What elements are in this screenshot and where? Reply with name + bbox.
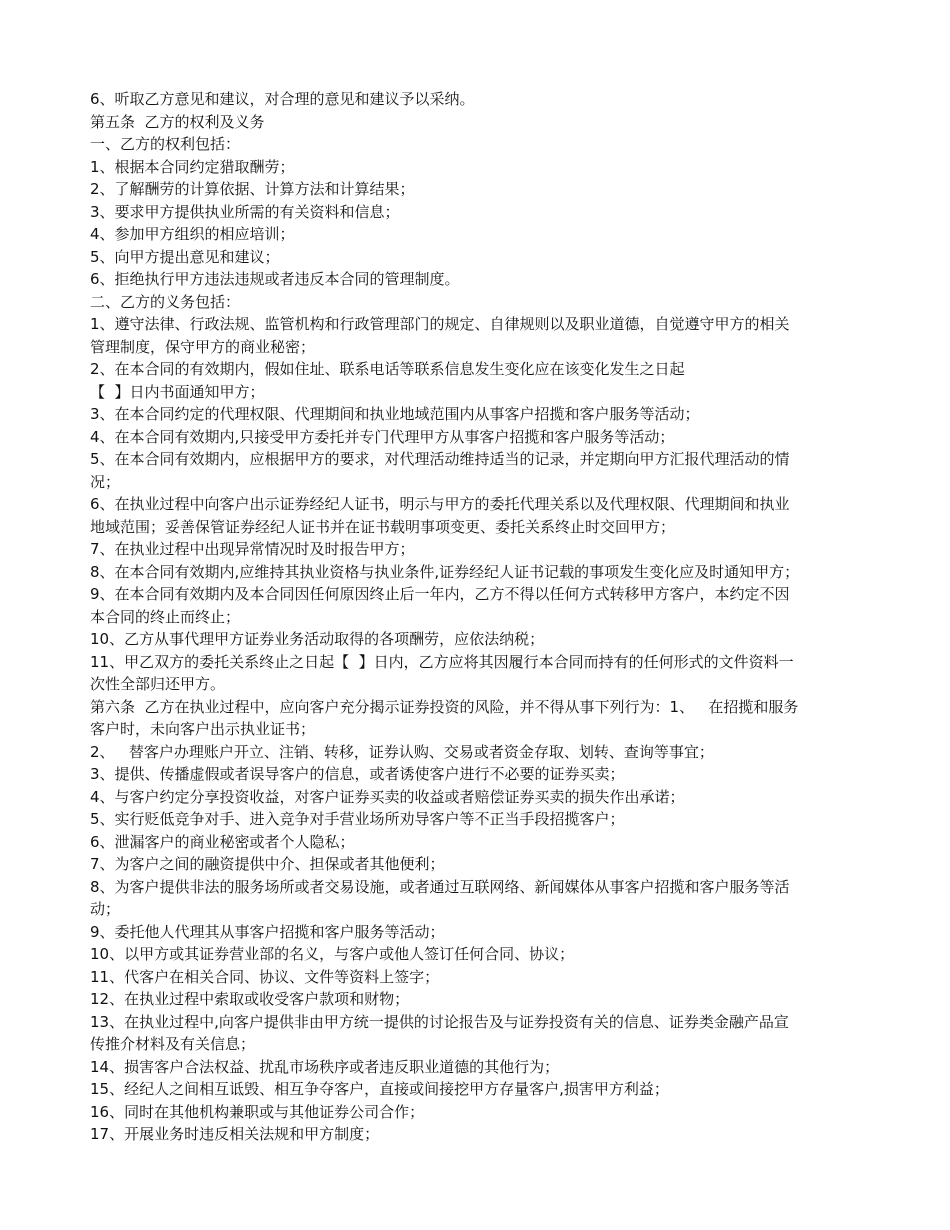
text-line: 6、听取乙方意见和建议，对合理的意见和建议予以采纳。: [90, 90, 475, 108]
text-line: 8、在本合同有效期内,应维持其执业资格与执业条件,证券经纪人证书记载的事项发生变化应及时通知甲方；: [90, 562, 800, 581]
text-line: 13、在执业过程中,向客户提供非由甲方统一提供的讨论报告及与证券投资有关的信息、证券类金融产品宣: [90, 1012, 789, 1031]
text-line: 6、泄漏客户的商业秘密或者个人隐私；: [90, 832, 355, 851]
text-line: 传推介材料及有关信息；: [90, 1035, 256, 1053]
text-line: 动；: [90, 900, 121, 918]
text-line: 3、提供、传播虚假或者误导客户的信息，或者诱使客户进行不必要的证券买卖；: [90, 765, 625, 783]
text-line: 本合同的终止而终止；: [90, 607, 241, 626]
text-line: 2、在本合同的有效期内，假如住址、联系电话等联系信息发生变化应在该变化发生之日起: [90, 360, 685, 378]
text-line: 5、实行贬低竞争对手、进入竞争对手营业场所劝导客户等不正当手段招揽客户；: [90, 810, 625, 828]
document-page: [90, 88, 860, 1146]
text-line: 6、拒绝执行甲方违法违规或者违反本合同的管理制度。: [90, 270, 460, 288]
text-line: 15、经纪人之间相互诋毁、相互争夺客户，直接或间接挖甲方存量客户,损害甲方利益；: [90, 1080, 669, 1098]
text-line: 4、在本合同有效期内,只接受甲方委托并专门代理甲方从事客户招揽和客户服务等活动；: [90, 427, 675, 446]
text-line: 第六条 乙方在执业过程中，应向客户充分揭示证券投资的风险，并不得从事下列行为：1、 在招揽和服务: [90, 697, 799, 716]
text-line: 9、在本合同有效期内及本合同因任何原因终止后一年内，乙方不得以任何方式转移甲方客户，本约定不因: [90, 585, 790, 603]
text-line: 11、甲乙双方的委托关系终止之日起【 】日内，乙方应将其因履行本合同而持有的任何形式的文件资料一: [90, 652, 794, 671]
text-line: 3、在本合同约定的代理权限、代理期间和执业地域范围内从事客户招揽和客户服务等活动；: [90, 405, 700, 423]
text-line: 1、遵守法律、行政法规、监管机构和行政管理部门的规定、自律规则以及职业道德，自觉遵守甲方的相关: [90, 315, 790, 333]
text-line: 二、乙方的义务包括：: [90, 292, 241, 311]
text-line: 5、向甲方提出意见和建议；: [90, 247, 280, 266]
text-line: 【 】日内书面通知甲方；: [90, 382, 265, 401]
text-line: 10、以甲方或其证券营业部的名义，与客户或他人签订任何合同、协议；: [90, 945, 575, 963]
text-line: 8、为客户提供非法的服务场所或者交易设施，或者通过互联网络、新闻媒体从事客户招揽和客户服务等活: [90, 877, 790, 896]
text-line: 一、乙方的权利包括：: [90, 135, 241, 153]
text-line: 次性全部归还甲方。: [90, 675, 226, 693]
text-line: 6、在执业过程中向客户出示证券经纪人证书，明示与甲方的委托代理关系以及代理权限、代理期间和执业: [90, 495, 790, 513]
text-line: 17、开展业务时违反相关法规和甲方制度；: [90, 1125, 380, 1143]
text-line: 5、在本合同有效期内，应根据甲方的要求，对代理活动维持适当的记录，并定期向甲方汇报代理活动的情: [90, 450, 790, 468]
text-line: 3、要求甲方提供执业所需的有关资料和信息；: [90, 202, 400, 221]
text-line: 1、根据本合同约定猎取酬劳；: [90, 157, 295, 176]
text-line: 11、代客户在相关合同、协议、文件等资料上签字；: [90, 967, 440, 986]
text-line: 第五条 乙方的权利及义务: [90, 112, 265, 131]
text-line: 2、 替客户办理账户开立、注销、转移，证券认购、交易或者资金存取、划转、查询等事宜；: [90, 742, 714, 761]
text-line: 10、乙方从事代理甲方证券业务活动取得的各项酬劳，应依法纳税；: [90, 630, 545, 648]
text-line: 地域范围；妥善保管证券经纪人证书并在证书载明事项变更、委托关系终止时交回甲方；: [90, 517, 676, 536]
text-line: 4、参加甲方组织的相应培训；: [90, 225, 295, 243]
text-line: 管理制度，保守甲方的商业秘密；: [90, 337, 316, 356]
text-line: 12、在执业过程中索取或收受客户款项和财物；: [90, 990, 410, 1008]
document-body: [90, 88, 860, 1146]
text-line: 7、为客户之间的融资提供中介、担保或者其他便利；: [90, 855, 445, 873]
text-line: 4、与客户约定分享投资收益，对客户证券买卖的收益或者赔偿证券买卖的损失作出承诺；: [90, 787, 685, 806]
text-line: 7、在执业过程中出现异常情况时及时报告甲方；: [90, 540, 415, 558]
text-line: 客户时，未向客户出示执业证书；: [90, 720, 316, 738]
text-line: 16、同时在其他机构兼职或与其他证券公司合作；: [90, 1102, 425, 1121]
text-line: 9、委托他人代理其从事客户招揽和客户服务等活动；: [90, 922, 445, 941]
text-line: 2、了解酬劳的计算依据、计算方法和计算结果；: [90, 180, 415, 198]
text-line: 14、损害客户合法权益、扰乱市场秩序或者违反职业道德的其他行为；: [90, 1057, 560, 1076]
text-line: 况；: [90, 472, 121, 491]
